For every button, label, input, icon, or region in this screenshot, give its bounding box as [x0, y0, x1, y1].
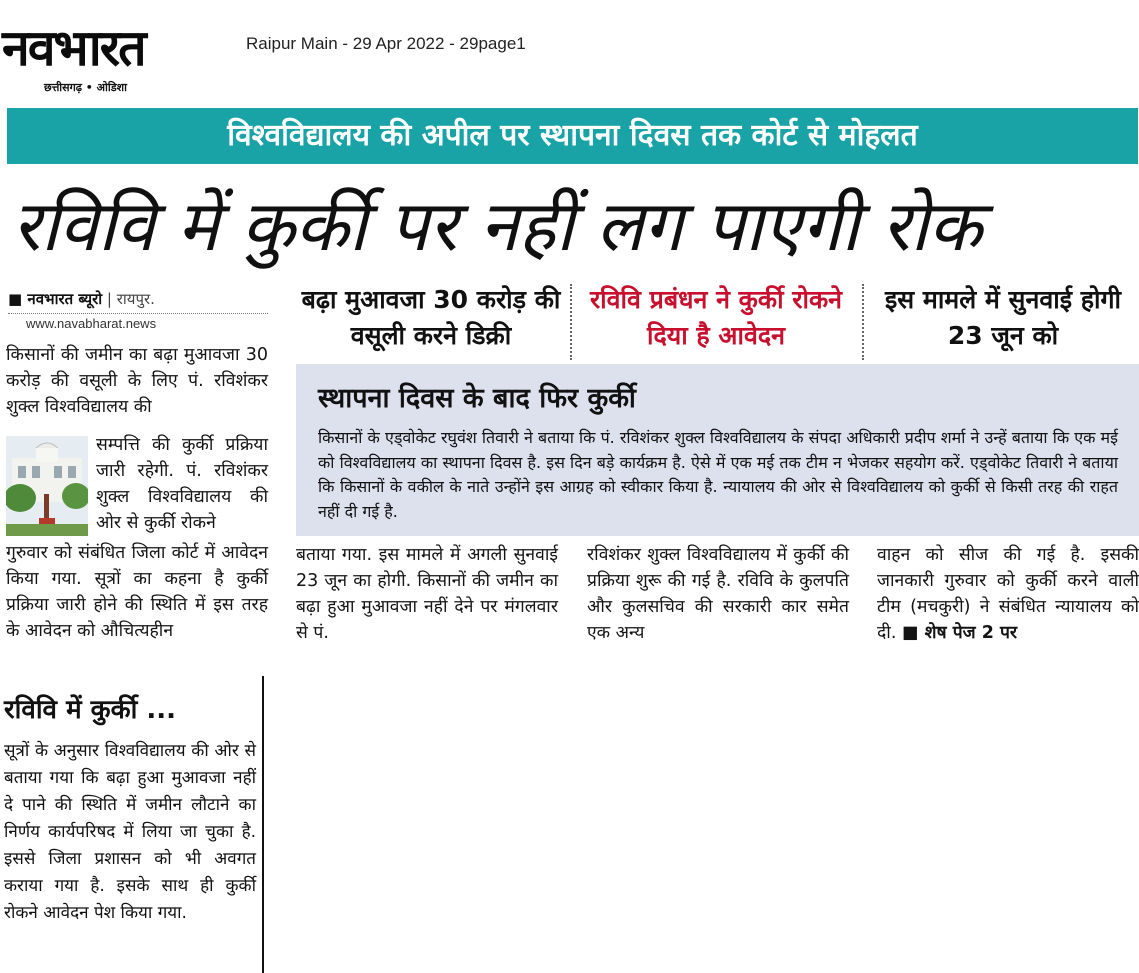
- newspaper-logo: नवभारत: [2, 18, 145, 77]
- continued-marker: ■ शेष पेज 2 पर: [901, 623, 1018, 643]
- byline-rule: [8, 313, 268, 314]
- body-column-4: [877, 542, 1139, 646]
- body-left-wrap: सम्पत्ति की कुर्की प्रक्रिया जारी रहेगी. पं. रविशंकर शुक्ल विश्वविद्यालय की ओर से कुर्की रोकने: [96, 435, 268, 533]
- continuation-text: सूत्रों के अनुसार विश्वविद्यालय की ओर से बताया गया कि बढ़ा हुआ मुआवजा नहीं दे पाने की स्थिति में जमीन लौटाने का निर्णय कार्यपरिषद में लिया जा चुका है. इससे जिला प्रशासन को भी अवगत कराया गया है. इसके साथ ही कुर्की रोकने आवेदन पेश किया गया.: [4, 741, 256, 923]
- edition-label: Raipur Main - 29 Apr 2022 - 29page1: [246, 34, 526, 53]
- box-title: स्थापना दिवस के बाद फिर कुर्की: [318, 383, 636, 414]
- body-column-2: बताया गया. इस मामले में अगली सुनवाई 23 जून का होगी. किसानों की जमीन का बढ़ा हुआ मुआवजा नहीं देने पर मंगलवार से पं.: [296, 545, 558, 643]
- kicker-band: [7, 108, 1138, 164]
- body-column-3: रविशंकर शुक्ल विश्वविद्यालय में कुर्की की प्रक्रिया शुरू की गई है. रविवि के कुलपति और कुलसचिव की सरकारी कार समेत एक अन्य: [587, 545, 849, 643]
- sidebar-box: [296, 364, 1139, 536]
- highlight-divider: [862, 284, 864, 360]
- highlight-3: इस मामले में सुनवाई होगी 23 जून को: [885, 285, 1121, 350]
- highlights-strip: [296, 282, 1139, 362]
- university-building-image: [6, 436, 88, 536]
- byline-bureau: ■ नवभारत ब्यूरो: [8, 290, 103, 308]
- body-left-bottom: गुरुवार को संबंधित जिला कोर्ट में आवेदन किया गया. सूत्रों का कहना है कुर्की प्रक्रिया जारी होने की स्थिति में इस तरह के आवेदन को औचित्यहीन: [6, 543, 268, 641]
- headline: रविवि में कुर्की पर नहीं लग पाएगी रोक: [12, 185, 983, 267]
- masthead-region: छत्तीसगढ़ • ओडिशा: [44, 81, 127, 94]
- body-left-top: किसानों की जमीन का बढ़ा मुआवजा 30 करोड़ की वसूली के लिए पं. रविशंकर शुक्ल विश्वविद्यालय की: [6, 345, 268, 417]
- column-rule: [262, 676, 264, 973]
- highlight-divider: [570, 284, 572, 360]
- continuation-title: रविवि में कुर्की ...: [4, 695, 177, 725]
- university-photo: [6, 436, 88, 536]
- byline-website: www.navabharat.news: [26, 316, 157, 331]
- byline-city: | रायपुर.: [102, 290, 155, 308]
- highlight-2: रविवि प्रबंधन ने कुर्की रोकने दिया है आवेदन: [589, 285, 843, 350]
- box-text: किसानों के एड्वोकेट रघुवंश तिवारी ने बताया कि पं. रविशंकर शुक्ल विश्वविद्यालय के संपदा अधिकारी प्रदीप शर्मा ने उन्हें बताया कि एक मई को विश्वविद्यालय का स्थापना दिवस है. इस दिन बड़े कार्यक्रम है. ऐसे में एक मई तक टीम न भेजकर सहयोग करें. एड्वोकेट तिवारी ने बताया कि किसानों के वकील के नाते उन्होंने इस आग्रह को स्वीकार किया है. न्यायालय की ओर से विश्वविद्यालय को कुर्की से किसी तरह की राहत नहीं दी गई है.: [318, 428, 1118, 521]
- highlight-1: बढ़ा मुआवजा 30 करोड़ की वसूली करने डिक्री: [301, 285, 561, 350]
- byline: [8, 289, 155, 309]
- masthead: [0, 0, 240, 100]
- body-column-4-text: वाहन को सीज की गई है. इसकी जानकारी गुरुवार को कुर्की करने वाली टीम (मचकुरी) ने संबंधित न्यायालय को दी.: [877, 545, 1139, 643]
- kicker-text: विश्वविद्यालय की अपील पर स्थापना दिवस तक कोर्ट से मोहलत: [227, 118, 918, 153]
